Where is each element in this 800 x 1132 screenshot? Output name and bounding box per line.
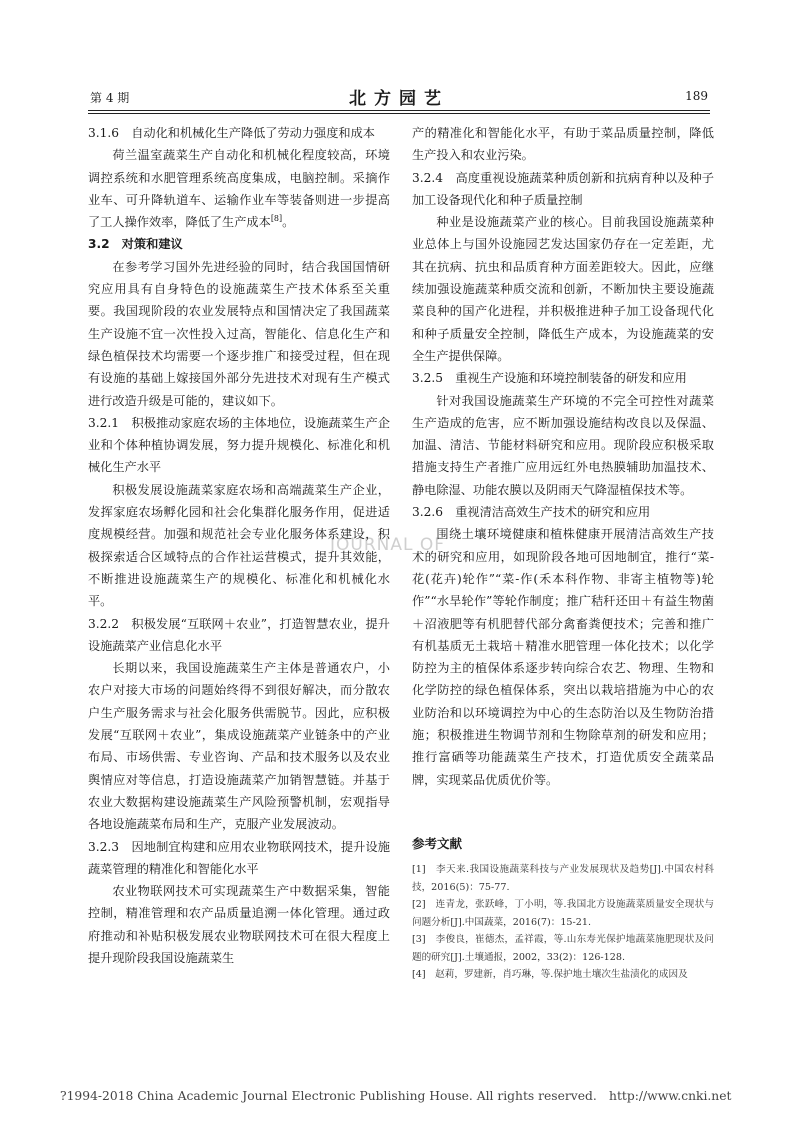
body-paragraph: [88, 880, 390, 969]
paragraph-text: 3.1.6 自动化和机械化生产降低了劳动力强度和成本: [88, 126, 375, 140]
right-column-body: [412, 122, 714, 791]
reference-item: [2] 连青龙，张跃峰，丁小明，等.我国北方设施蔬菜质量安全现状与问题分析[J].中国蔬菜，2016(7)：15-21.: [412, 899, 714, 928]
body-paragraph: [412, 390, 714, 501]
subsection-heading: [88, 412, 390, 479]
header-rule-thin: [88, 113, 710, 114]
paragraph-text: 3.2.1 积极推动家庭农场的主体地位，设施蔬菜生产企业和个体种植协调发展，努力提升规模化、标准化和机械化生产水平: [88, 415, 390, 475]
subsection-heading: [412, 367, 714, 389]
paragraph-text: 种业是设施蔬菜产业的核心。目前我国设施蔬菜种业总体上与国外设施园艺发达国家仍存在一定差距，尤其在抗病、抗虫和品质育种方面差距较大。因此，应继续加强设施蔬菜种质交流和创新，不断加快主要设施蔬菜良种的国产化进程，并积极推进种子加工设备现代化和种子质量安全控制，降低生产成本，为设施蔬菜的安全生产提供保障。: [412, 215, 714, 363]
paragraph-text: 3.2.3 因地制宜构建和应用农业物联网技术，提升设施蔬菜管理的精准化和智能化水平: [88, 839, 390, 876]
issue-number: 第 4 期: [90, 91, 130, 105]
copyright-footer: ?1994-2018 China Academic Journal Electronic Publishing House. All rights reserved. http://www.cnki.net: [60, 1089, 732, 1103]
paragraph-text: 在参考学习国外先进经验的同时，结合我国国情研究应用具有自身特色的设施蔬菜生产技术体系至关重要。我国现阶段的农业发展特点和国情决定了我国蔬菜生产设施不宜一次性投入过高，智能化、信息化生产和绿色植保技术均需要一个逐步推广和接受过程，但在现有设施的基础上嫁接国外部分先进技术对现有生产模式进行改造升级是可能的，建议如下。: [88, 259, 390, 408]
paragraph-text: 3.2.4 高度重视设施蔬菜种质创新和抗病育种以及种子加工设备现代化和种子质量控制: [412, 170, 714, 207]
citation-marker: [8]: [270, 214, 283, 224]
reference-item: [3] 李俊良，崔德杰，孟祥霞，等.山东寿光保护地蔬菜施肥现状及问题的研究[J].土壤通报，2002，33(2)：126-128.: [412, 934, 714, 963]
paragraph-text: 3.2.5 重视生产设施和环境控制装备的研发和应用: [412, 371, 687, 386]
left-column: [88, 122, 390, 969]
paragraph-text: 3.2.2 积极发展“互联网＋农业”，打造智慧农业，提升设施蔬菜产业信息化水平: [88, 616, 390, 653]
subsection-heading: [88, 613, 390, 658]
section-heading: [88, 233, 390, 255]
reference-item: [4] 赵莉，罗建新，肖巧琳，等.保护地土壤次生盐渍化的成因及: [412, 969, 688, 981]
subsection-heading: [412, 501, 714, 523]
body-paragraph: [88, 479, 390, 613]
subsection-heading: [88, 122, 390, 144]
body-paragraph: [412, 523, 714, 791]
body-paragraph: [412, 211, 714, 367]
paragraph-text: 荷兰温室蔬菜生产自动化和机械化程度较高，环境调控系统和水肥管理系统高度集成，电脑控制。采摘作业车、可升降轨道车、运输作业车等装备则进一步提高了工人操作效率，降低了生产成本: [88, 148, 390, 230]
references-title: 参考文献: [412, 835, 463, 851]
reference-item: [1] 李天来.我国设施蔬菜科技与产业发展现状及趋势[J].中国农村科技，2016(5)：75-77.: [412, 864, 714, 893]
paragraph-text: 产的精准化和智能化水平，有助于菜品质量控制，降低生产投入和农业污染。: [412, 126, 714, 163]
paragraph-text: 针对我国设施蔬菜生产环境的不完全可控性对蔬菜生产造成的危害，应不断加强设施结构改良以及保温、加温、清洁、节能材料研究和应用。现阶段应积极采取措施支持生产者推广应用远红外电热膜辅助加温技术、静电除湿、功能农膜以及阴雨天气降湿植保技术等。: [412, 393, 714, 497]
reference-list: [412, 861, 714, 984]
paragraph-text: 3.2.6 重视清洁高效生产技术的研究和应用: [412, 505, 651, 520]
page-header: [88, 84, 710, 109]
continued-paragraph: [412, 122, 714, 167]
paragraph-text: 农业物联网技术可实现蔬菜生产中数据采集，智能控制，精准管理和农产品质量追溯一体化管理。通过政府推动和补贴积极发展农业物联网技术可在很大程度上提升现阶段我国设施蔬菜生: [88, 884, 390, 965]
paragraph-text: 围绕土壤环境健康和植株健康开展清洁高效生产技术的研究和应用，如现阶段各地可因地制宜，推行“菜-花(花卉)轮作”“菜-作(禾本科作物、非寄主植物等)轮作”“水旱轮作”等轮作制度；推广秸秆还田＋有益生物菌＋沼液肥等有机肥替代部分禽畜粪便技术；完善和推广有机基质无土栽培＋精准水肥管理一体化技术；以化学防控为主的植保体系逐步转向综合农艺、物理、生物和化学防控的绿色植保体系，突出以栽培措施为中心的农业防治和以环境调控为中心的生态防治以及生物防治措施；积极推进生物调节剂和生物除草剂的研发和应用；推行富硒等功能蔬菜生产技术，打造优质安全蔬菜品牌，实现菜品优质优价等。: [412, 527, 714, 787]
watermark: JOURNAL OF: [330, 535, 446, 555]
paragraph-text: 长期以来，我国设施蔬菜生产主体是普通农户，小农户对接大市场的问题始终得不到很好解决，而分散农户生产服务需求与社会化服务供需脱节。因此，应积极发展“互联网＋农业”，集成设施蔬菜产业链条中的产业布局、市场供需、专业咨询、产品和技术服务以及农业舆情应对等信息，打造设施蔬菜产加销智慧链。并基于农业大数据构建设施蔬菜生产风险预警机制，宏观指导各地设施蔬菜布局和生产，克服产业发展波动。: [88, 661, 390, 832]
body-paragraph: [88, 657, 390, 835]
paragraph-tail: 。: [282, 215, 295, 230]
journal-title: 北方园艺: [349, 89, 449, 109]
header-rule: [88, 110, 710, 111]
paragraph-text: 积极发展设施蔬菜家庭农场和高端蔬菜生产企业，发挥家庭农场孵化园和社会化集群化服务作用，促进适度规模经营。加强和规范社会专业化服务体系建设，积极探索适合区域特点的合作社运营模式，提升其效能，不断推进设施蔬菜生产的规模化、标准化和机械化水平。: [88, 482, 390, 609]
body-paragraph: [88, 256, 390, 412]
right-column: [412, 122, 714, 984]
page-number: 189: [685, 89, 708, 103]
subsection-heading: [412, 167, 714, 212]
body-paragraph: [88, 144, 390, 233]
subsection-heading: [88, 836, 390, 881]
paragraph-text: 3.2 对策和建议: [88, 237, 183, 252]
